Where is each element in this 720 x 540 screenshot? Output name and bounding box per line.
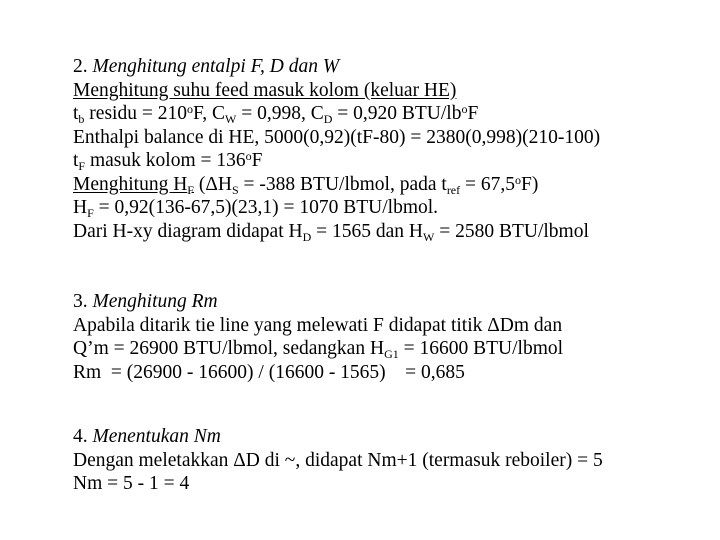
section-number: 4.: [73, 426, 88, 447]
section-2: [73, 55, 600, 243]
nm-result: Nm = 5 - 1 = 4: [73, 473, 190, 494]
feed-temperature-result: $t_F$ masuk kolom = $136^oF$: [73, 149, 263, 173]
section-title: Menentukan Nm: [92, 426, 221, 447]
section-title: Menghitung Rm: [92, 291, 218, 312]
section-number: 3.: [73, 291, 88, 312]
section-3-heading: [73, 290, 563, 314]
rm-result: Rm = (26900 - 16600) / (16600 - 1565) = 0,685: [73, 361, 465, 383]
enthalpy-balance-line: Enthalpi balance di HE, 5000(0,92)(tF-80) = 2380(0,998)(210-100): [73, 126, 601, 148]
feed-enthalpy-result: $H_F = 0,92(136-67,5)(23,1) = 1070$ BTU/lbmol.: [73, 197, 439, 220]
feed-enthalpy-subheading: Menghitung $H_F$ ($\Delta H_S = -388$ BTU/lbmol, pada $t_{ref} = 67,5^oF$): [73, 172, 539, 197]
nm-method-text: Dengan meletakkan ΔD di ~, didapat Nm+1 (termasuk reboiler) = 5: [73, 449, 603, 471]
qm-line: Q’m = 26900 BTU/lbmol, sedangkan $H_{G1} = 16600$ BTU/lbmol: [73, 338, 564, 361]
section-3: [73, 290, 563, 384]
section-4-heading: [73, 425, 603, 449]
section-title: Menghitung entalpi F, D dan W: [92, 56, 340, 77]
feed-temperature-subheading: Menghitung suhu feed masuk kolom (keluar HE): [73, 79, 457, 101]
hxy-diagram-line: Dari H-xy diagram didapat $H_D = 1565$ dan $H_W = 2580$ BTU/lbmol: [73, 220, 589, 244]
residue-data-line: $t_b$ residu = $210^oF$, $C_W = 0,998$, $C_D = 0,920$ BTU/$lb^oF$: [73, 102, 479, 126]
section-2-heading: [73, 55, 600, 79]
section-4: [73, 425, 603, 496]
tie-line-text: Apabila ditarik tie line yang melewati F didapat titik ΔDm dan: [73, 314, 563, 336]
section-number: 2.: [73, 56, 88, 77]
